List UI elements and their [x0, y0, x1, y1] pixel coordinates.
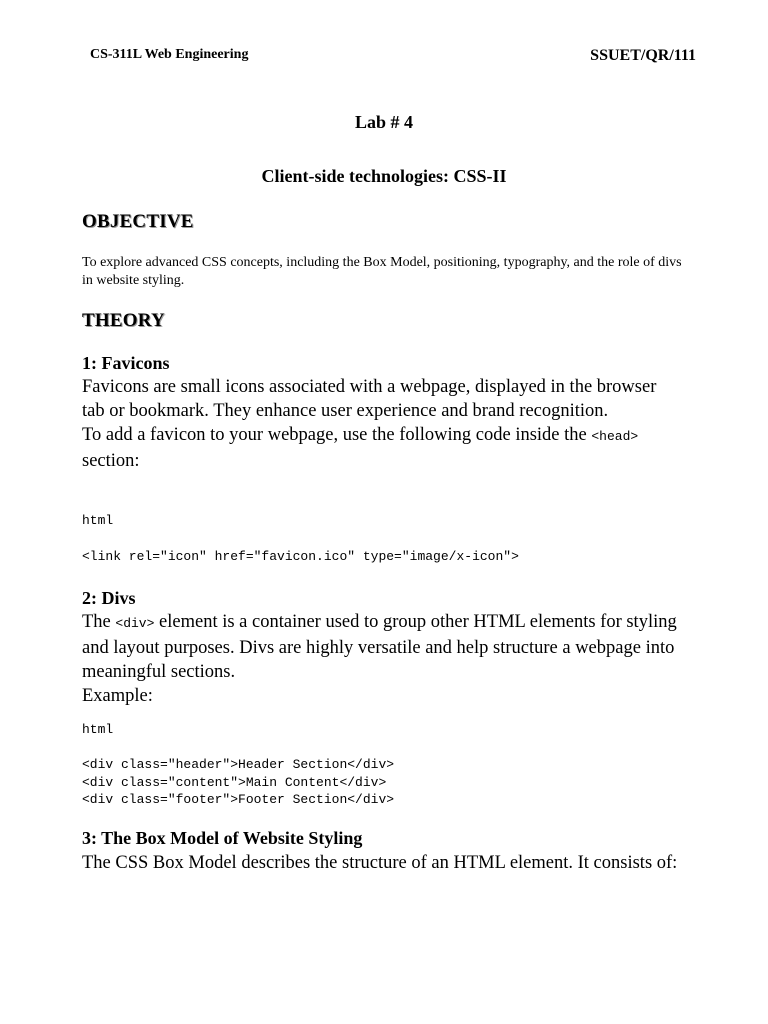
divs-code-line-3: <div class="footer">Footer Section</div>: [82, 792, 395, 807]
lab-number-title: Lab # 4: [354, 112, 414, 132]
div-tag-inline-code: <div>: [115, 616, 155, 631]
box-model-body: [82, 851, 682, 875]
favicons-code-language: html: [82, 513, 114, 528]
head-tag-inline-code: <head>: [591, 429, 639, 444]
divs-paragraph-1-text-after: element is a container used to group other HTML elements for styling and layout purposes. Divs are highly versatile and help structure a webpage into meaningful sections.: [82, 612, 677, 682]
favicons-paragraph-1: Favicons are small icons associated with a webpage, displayed in the browser tab or bookmark. They enhance user experience and brand recognition.: [82, 377, 657, 421]
objective-heading: OBJECTIVE: [82, 211, 194, 232]
divs-body: [82, 610, 682, 708]
theory-heading: THEORY: [82, 310, 165, 331]
favicons-paragraph-2-text-before: To add a favicon to your webpage, use the following code inside the: [82, 425, 592, 445]
header-code: SSUET/QR/111: [590, 47, 696, 64]
objective-text: To explore advanced CSS concepts, including the Box Model, positioning, typography, and the role of divs in website styling.: [82, 255, 682, 288]
divs-code-language: html: [82, 722, 114, 737]
favicons-paragraph-2: [82, 423, 682, 473]
box-model-heading: 3: The Box Model of Website Styling: [82, 828, 363, 848]
divs-heading: 2: Divs: [82, 588, 136, 608]
favicons-paragraph-2-text-after: section:: [82, 451, 140, 471]
divs-code-line-2: <div class="content">Main Content</div>: [82, 774, 387, 790]
header-course: CS-311L Web Engineering: [90, 47, 249, 62]
lab-subtitle: Client-side technologies: CSS-II: [261, 166, 507, 186]
box-model-paragraph: The CSS Box Model describes the structure of an HTML element. It consists of:: [82, 853, 678, 873]
favicons-body: [82, 375, 682, 473]
favicons-heading: 1: Favicons: [82, 353, 170, 373]
divs-paragraph-2: Example:: [82, 686, 153, 706]
divs-paragraph-1: [82, 610, 682, 684]
divs-code-line-1: <div class="header">Header Section</div>: [82, 757, 395, 772]
divs-paragraph-1-text-before: The: [82, 612, 116, 632]
favicons-code-snippet: <link rel="icon" href="favicon.ico" type="image/x-icon">: [82, 549, 519, 564]
